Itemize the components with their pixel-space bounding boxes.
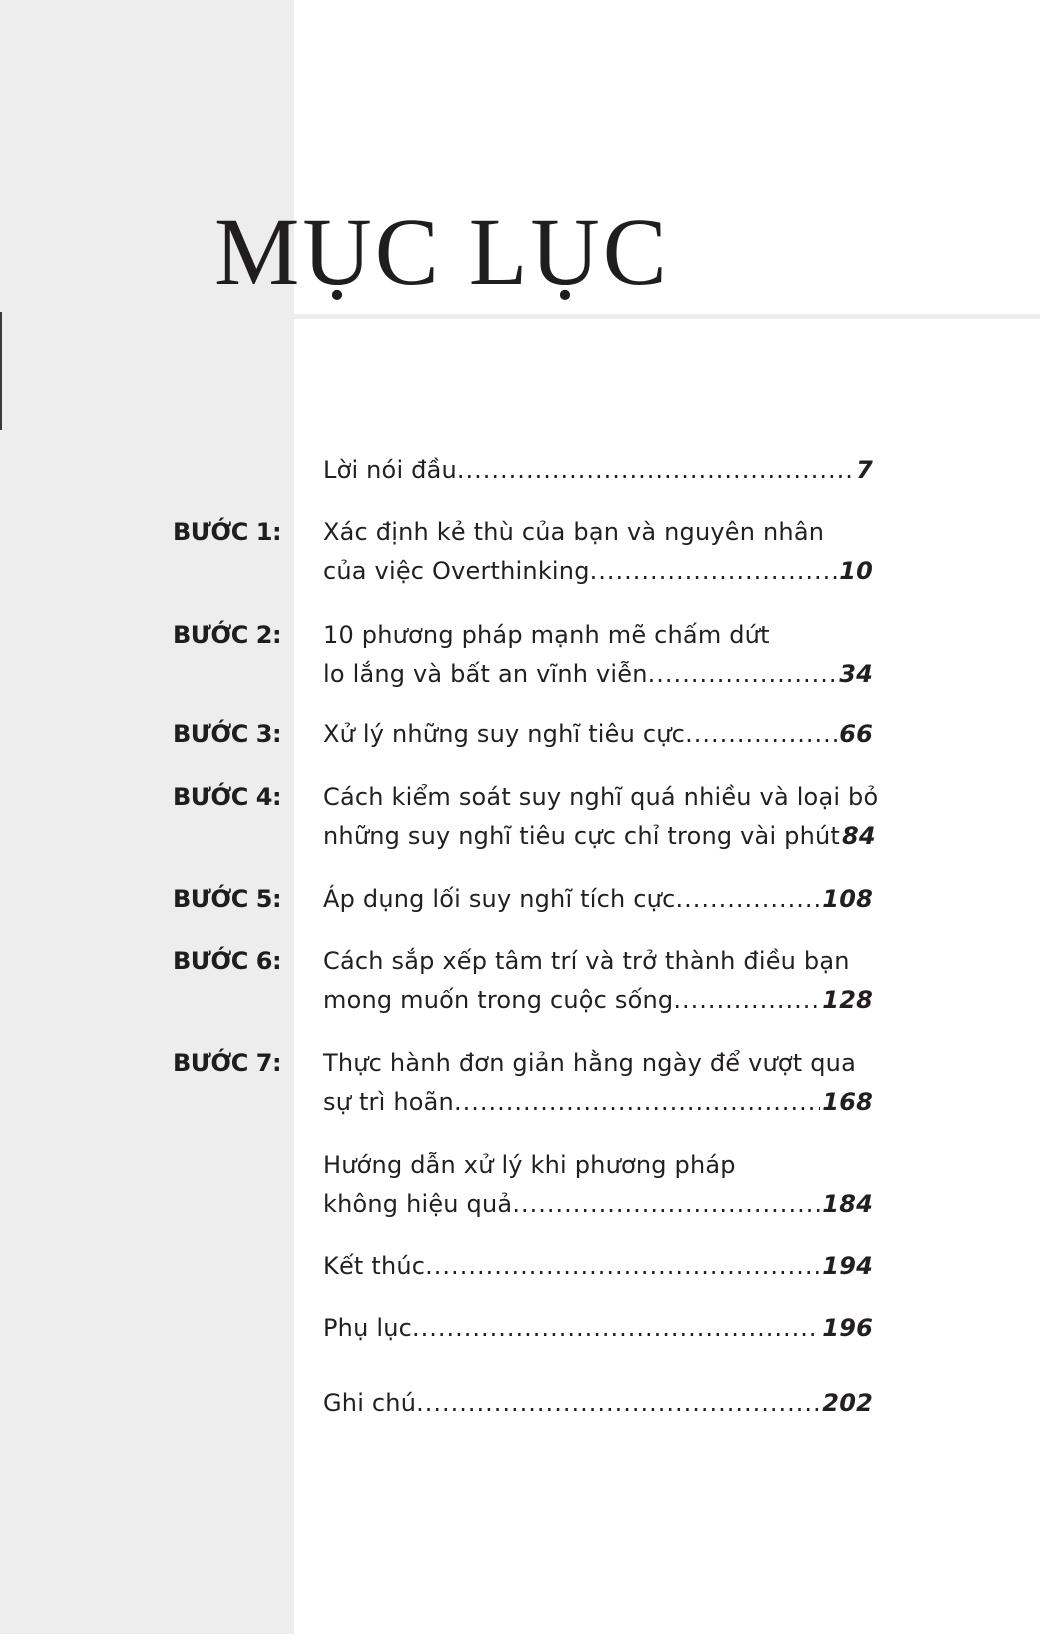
toc-entry-title-line-1: Xác định kẻ thù của bạn và nguyên nhân <box>323 518 825 546</box>
toc-entry-title-line-1: Thực hành đơn giản hằng ngày để vượt qua <box>323 1049 856 1077</box>
toc-line <box>323 1247 873 1286</box>
toc-entry-title: Áp dụng lối suy nghĩ tích cực <box>323 885 676 913</box>
dot-leader <box>648 655 838 694</box>
dot-leader <box>454 1083 820 1122</box>
toc-page-number: 84 <box>842 822 876 850</box>
toc-line <box>323 655 873 694</box>
toc-page-number: 196 <box>822 1314 873 1342</box>
step-label: BƯỚC 1: <box>173 518 282 546</box>
title-underline-rule <box>294 314 1040 319</box>
step-label: BƯỚC 7: <box>173 1049 282 1077</box>
toc-page-number: 34 <box>839 660 873 688</box>
toc-line <box>323 451 873 490</box>
toc-entry-title-line-2: sự trì hoãn <box>323 1088 454 1116</box>
step-label: BƯỚC 2: <box>173 621 282 649</box>
dot-leader <box>425 1247 820 1286</box>
step-label: BƯỚC 3: <box>173 720 282 748</box>
dot-leader <box>673 981 820 1020</box>
toc-entry-title: Lời nói đầu <box>323 456 457 484</box>
toc-line <box>323 552 873 591</box>
toc-entry-title-line-1: Cách kiểm soát suy nghĩ quá nhiều và loại bỏ <box>323 783 879 811</box>
toc-page-number: 10 <box>839 557 873 585</box>
toc-line <box>323 715 873 754</box>
toc-entry-title-line-1: 10 phương pháp mạnh mẽ chấm dứt <box>323 621 770 649</box>
toc-entry-title: Kết thúc <box>323 1252 426 1280</box>
dot-leader <box>416 1384 820 1423</box>
toc-entry-title-line-2: mong muốn trong cuộc sống <box>323 986 674 1014</box>
toc-entry-title-line-2: lo lắng và bất an vĩnh viễn <box>323 660 648 688</box>
toc-page-number: 66 <box>839 720 873 748</box>
step-label: BƯỚC 5: <box>173 885 282 913</box>
toc-entry-title-line-1: Hướng dẫn xử lý khi phương pháp <box>323 1151 736 1179</box>
toc-page-number: 194 <box>822 1252 873 1280</box>
toc-page-number: 7 <box>856 456 873 484</box>
toc-line <box>323 880 873 919</box>
toc-entry-title: Xử lý những suy nghĩ tiêu cực <box>323 720 686 748</box>
toc-page-number: 202 <box>822 1389 873 1417</box>
step-label: BƯỚC 6: <box>173 947 282 975</box>
toc-line <box>323 1309 873 1348</box>
dot-leader <box>590 552 838 591</box>
toc-line <box>323 1083 873 1122</box>
page-title: MỤC LỤC <box>214 198 670 305</box>
dot-leader <box>457 451 854 490</box>
dot-leader <box>675 880 820 919</box>
toc-page-number: 128 <box>822 986 873 1014</box>
toc-page-number: 184 <box>822 1190 873 1218</box>
dot-leader <box>512 1185 820 1224</box>
dot-leader <box>685 715 837 754</box>
toc-line <box>323 1185 873 1224</box>
toc-entry-title-line-2: những suy nghĩ tiêu cực chỉ trong vài phút <box>323 822 841 850</box>
toc-line <box>323 1384 873 1423</box>
toc-entry-title: Phụ lục <box>323 1314 412 1342</box>
toc-entry-title-line-2: của việc Overthinking <box>323 557 590 585</box>
dot-leader <box>412 1309 820 1348</box>
toc-page-number: 168 <box>822 1088 873 1116</box>
toc-entry-title-line-1: Cách sắp xếp tâm trí và trở thành điều bạn <box>323 947 850 975</box>
toc-entry-title: Ghi chú <box>323 1389 417 1417</box>
toc-line <box>323 817 876 856</box>
toc-entry-title-line-2: không hiệu quả <box>323 1190 513 1218</box>
toc-line <box>323 981 873 1020</box>
toc-page-number: 108 <box>822 885 873 913</box>
page-edge-mark <box>0 312 2 430</box>
step-label: BƯỚC 4: <box>173 783 282 811</box>
